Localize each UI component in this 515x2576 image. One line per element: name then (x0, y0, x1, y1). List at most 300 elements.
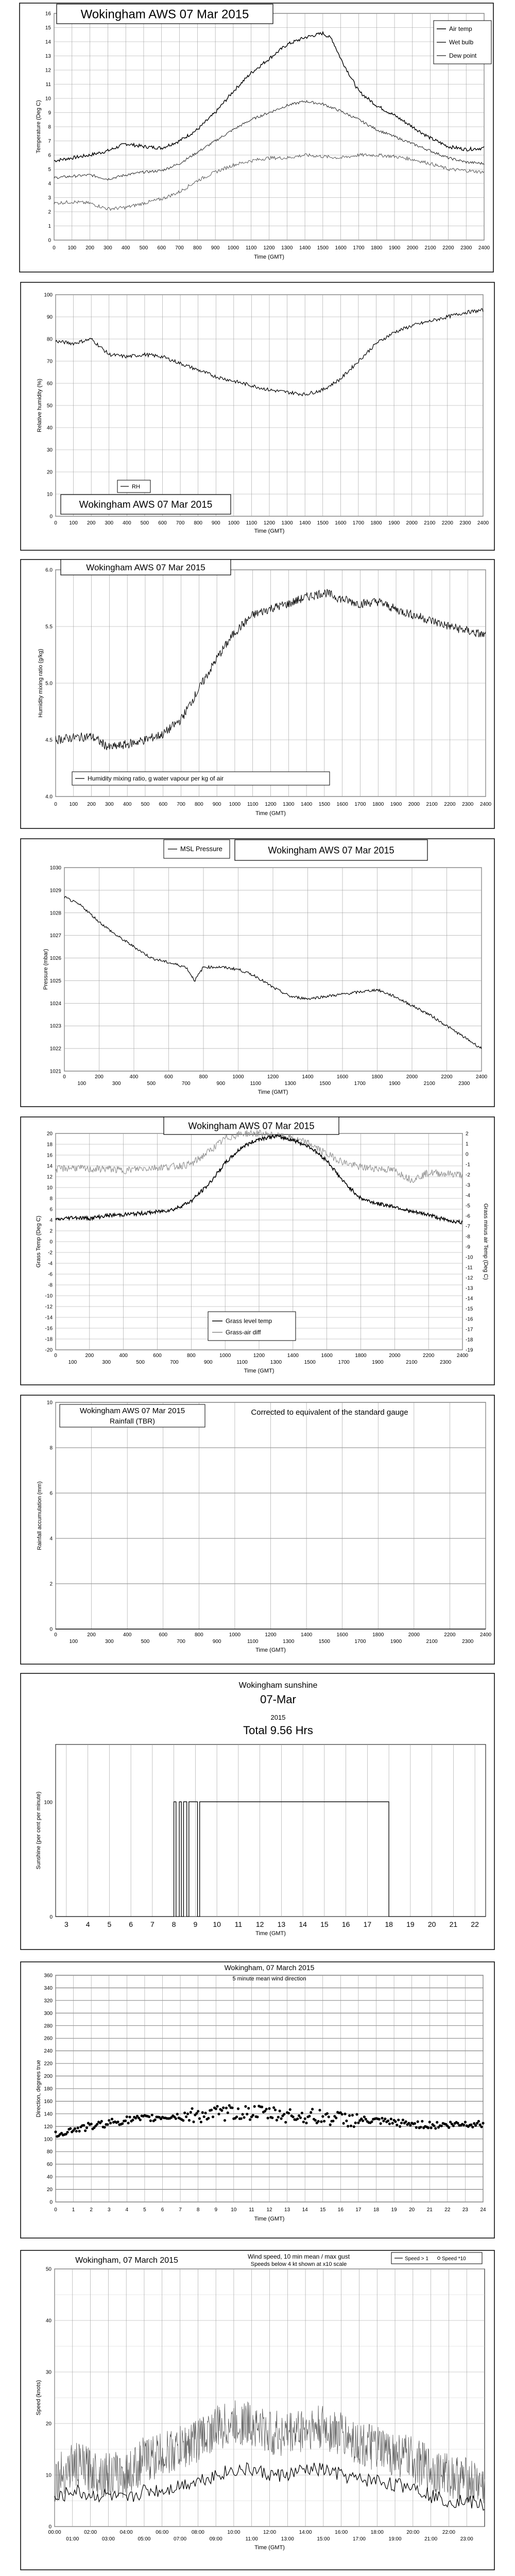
x-tick-label: 1000 (219, 1353, 231, 1359)
chart-note: Speeds below 4 kt shown at x10 scale (250, 2261, 347, 2267)
x-tick-label: 6 (161, 2207, 164, 2213)
x-tick-label: 1400 (299, 520, 311, 526)
wind-direction-point (433, 2125, 435, 2127)
wind-direction-point (381, 2117, 383, 2120)
x-tick-label: 800 (194, 802, 203, 807)
legend-label: Speed *10 (442, 2256, 466, 2262)
legend-label: MSL Pressure (180, 845, 222, 853)
x-tick-label: 14 (302, 2207, 308, 2213)
x-tick-label: 13 (277, 1920, 286, 1928)
x-tick-label: 01:00 (66, 2536, 79, 2542)
wind-direction-point (277, 2116, 280, 2119)
legend-label: RH (132, 484, 140, 490)
x-tick-label: 10 (213, 1920, 221, 1928)
chart-title: Wokingham AWS 07 Mar 2015 (79, 499, 213, 511)
x-tick-label: 2200 (442, 245, 454, 251)
y-tick-label: 1022 (49, 1046, 61, 1052)
y-axis-label: Direction, degrees true (36, 2060, 42, 2117)
x-axis-label: Time (GMT) (255, 1930, 286, 1937)
wind-direction-point (274, 2109, 277, 2111)
y-tick-label: 5 (48, 167, 51, 173)
wind-direction-point (210, 2109, 213, 2111)
x-tick-label: 700 (176, 520, 185, 526)
x-tick-label: 1300 (283, 802, 295, 807)
wind-direction-point (217, 2113, 220, 2115)
y-tick-label: 6 (49, 1490, 53, 1497)
wind-direction-point (261, 2106, 263, 2108)
x-tick-label: 23:00 (460, 2536, 473, 2542)
x-tick-label: 1500 (304, 1360, 316, 1365)
x-tick-label: 2100 (423, 1081, 435, 1087)
legend-label: Dew point (449, 52, 477, 59)
wind-direction-point (391, 2122, 394, 2125)
wind-direction-point (204, 2112, 207, 2114)
air-temperature-chart (0, 0, 515, 278)
wind-direction-point (235, 2115, 238, 2118)
x-tick-label: 23 (462, 2207, 468, 2213)
wind-direction-point (109, 2122, 112, 2124)
wind-direction-point (384, 2117, 386, 2120)
x-tick-label: 200 (87, 802, 96, 807)
y-tick-label: 10 (46, 1400, 53, 1406)
wind-direction-point (104, 2126, 106, 2128)
x-tick-label: 2400 (475, 1074, 488, 1080)
wind-direction-point (200, 2121, 202, 2123)
x-tick-label: 900 (211, 245, 220, 251)
x-tick-label: 100 (77, 1081, 87, 1087)
x-tick-label: 24 (480, 2207, 486, 2213)
y-tick-label: 16 (46, 1153, 53, 1159)
x-tick-label: 2100 (424, 245, 436, 251)
y-tick-label: 8 (48, 124, 51, 130)
x-tick-label: 13:00 (281, 2536, 294, 2542)
wind-direction-point (317, 2120, 320, 2123)
y-tick-label: 100 (44, 292, 53, 298)
x-tick-label: 400 (123, 802, 132, 807)
x-tick-label: 700 (177, 1639, 185, 1645)
x-tick-label: 100 (67, 245, 77, 251)
x-tick-label: 15 (320, 1920, 329, 1928)
x-tick-label: 20 (427, 1920, 436, 1928)
wind-direction-point (106, 2123, 109, 2126)
y-tick-label: 300 (44, 2010, 53, 2016)
y-tick-label: 0 (49, 1626, 53, 1633)
x-tick-label: 22:00 (442, 2530, 455, 2535)
x-tick-label: 1000 (232, 1074, 244, 1080)
wind-direction-point (448, 2126, 450, 2129)
y-tick-label-right: -4 (466, 1193, 470, 1199)
y-tick-label: 18 (46, 1142, 53, 1148)
x-tick-label: 400 (122, 520, 131, 526)
wind-direction-point (246, 2113, 248, 2115)
x-tick-label: 4 (85, 1920, 90, 1928)
x-tick-label: 04:00 (119, 2530, 133, 2535)
wind-direction-point (243, 2116, 245, 2119)
x-tick-label: 20 (409, 2207, 415, 2213)
wind-direction-point (464, 2121, 467, 2123)
x-tick-label: 1200 (265, 802, 277, 807)
wind-direction-point (96, 2123, 98, 2126)
y-tick-label: 20 (46, 469, 53, 476)
x-tick-label: 1200 (263, 245, 275, 251)
wind-direction-point (344, 2113, 346, 2115)
y-tick-label: 50 (45, 2266, 52, 2273)
wind-direction-point (353, 2125, 355, 2128)
wind-direction-point (342, 2122, 345, 2125)
x-tick-label: 03:00 (101, 2536, 115, 2542)
y-tick-label-right: -3 (466, 1182, 470, 1189)
y-tick-label: 3 (48, 195, 51, 201)
wind-direction-point (111, 2118, 113, 2121)
y-tick-label: 90 (46, 314, 53, 320)
x-tick-label: 700 (175, 245, 184, 251)
wind-direction-point (405, 2121, 407, 2123)
y-tick-label: 6.0 (45, 567, 53, 573)
x-tick-label: 1300 (281, 520, 293, 526)
y-tick-label: 60 (46, 381, 53, 387)
x-tick-label: 1600 (321, 1353, 333, 1359)
chart-title: Wokingham AWS 07 Mar 2015 (86, 562, 205, 572)
x-tick-label: 1500 (319, 1081, 331, 1087)
y-tick-label: 4 (48, 181, 51, 187)
x-tick-label: 1100 (247, 1639, 259, 1645)
wind-direction-point (129, 2116, 131, 2119)
chart-title: Wokingham sunshine (238, 1681, 318, 1690)
wind-direction-point (341, 2113, 344, 2115)
x-tick-label: 500 (147, 1081, 156, 1087)
x-tick-label: 600 (153, 1353, 162, 1359)
wind-direction-point (201, 2111, 204, 2114)
x-tick-label: 100 (69, 1639, 78, 1645)
x-tick-label: 900 (211, 520, 220, 526)
chart-title: Wokingham, 07 March 2015 (75, 2256, 178, 2265)
x-tick-label: 1800 (372, 1632, 384, 1638)
y-tick-label: 10 (46, 492, 53, 498)
y-axis-label-right: Grass minus air Temp (Deg C) (483, 1203, 489, 1280)
legend-label: Humidity mixing ratio, g water vapour per kg of air (88, 775, 224, 782)
wind-direction-point (323, 2120, 325, 2123)
y-tick-label: 1024 (49, 1001, 61, 1007)
y-tick-label: 2 (49, 1581, 53, 1587)
wind-direction-point (335, 2116, 337, 2119)
y-tick-label-right: -16 (466, 1316, 473, 1323)
x-tick-label: 1900 (390, 802, 402, 807)
x-tick-label: 2000 (406, 245, 418, 251)
x-tick-label: 1500 (318, 802, 330, 807)
x-tick-label: 2400 (479, 802, 492, 807)
x-tick-label: 500 (139, 245, 148, 251)
wind-direction-point (186, 2112, 189, 2115)
x-tick-label: 100 (68, 1360, 77, 1365)
x-tick-label: 900 (212, 1639, 221, 1645)
wind-direction-point (188, 2119, 191, 2122)
x-tick-label: 19 (406, 1920, 415, 1928)
wind-direction-point (474, 2124, 477, 2127)
wind-direction-point (242, 2113, 244, 2115)
wind-direction-point (151, 2114, 153, 2116)
wind-direction-point (279, 2110, 281, 2112)
wind-direction-point (477, 2120, 480, 2123)
wind-direction-point (434, 2127, 437, 2130)
x-tick-label: 2400 (478, 245, 490, 251)
x-tick-label: 0 (54, 802, 57, 807)
wind-direction-point (482, 2122, 484, 2125)
y-tick-label: 50 (46, 403, 53, 409)
y-tick-label: 320 (44, 1998, 53, 2004)
x-tick-label: 7 (150, 1920, 154, 1928)
x-tick-label: 500 (141, 802, 150, 807)
x-tick-label: 1800 (355, 1353, 367, 1359)
x-tick-label: 300 (105, 802, 114, 807)
x-tick-label: 1100 (247, 802, 259, 807)
rainfall-chart (0, 1391, 515, 1669)
x-tick-label: 1800 (371, 1074, 383, 1080)
y-tick-label: 60 (46, 2162, 53, 2168)
x-tick-label: 1100 (246, 520, 258, 526)
y-tick-label-right: 0 (466, 1151, 469, 1158)
x-tick-label: 2000 (389, 1353, 401, 1359)
wind-direction-point (121, 2122, 124, 2125)
x-tick-label: 600 (159, 802, 168, 807)
x-tick-label: 8 (171, 1920, 176, 1928)
x-tick-label: 19 (391, 2207, 397, 2213)
wind-direction-point (409, 2124, 411, 2127)
y-axis-label: Speed (knots) (36, 2380, 42, 2416)
wind-direction-point (69, 2127, 72, 2130)
y-tick-label-right: 2 (466, 1131, 469, 1137)
x-tick-label: 1200 (267, 1074, 279, 1080)
x-tick-label: 0 (53, 245, 56, 251)
y-tick-label-right: -17 (466, 1327, 473, 1333)
y-tick-label: -12 (45, 1304, 53, 1310)
y-tick-label-right: -18 (466, 1337, 473, 1343)
wind-direction-point (296, 2117, 299, 2120)
x-tick-label: 200 (85, 245, 94, 251)
x-tick-label: 1700 (354, 1639, 366, 1645)
x-axis-label: Time (GMT) (254, 2216, 285, 2222)
wind-direction-point (399, 2125, 401, 2128)
wind-direction-point (182, 2119, 184, 2122)
y-tick-label: 180 (44, 2086, 53, 2092)
wind-direction-point (207, 2117, 210, 2120)
chart-subtitle: Wind speed, 10 min mean / max gust (247, 2253, 350, 2260)
wind-direction-point (90, 2123, 93, 2125)
y-tick-label: 4 (49, 1217, 53, 1224)
y-tick-label: 12 (45, 67, 51, 74)
x-tick-label: 2100 (424, 520, 436, 526)
y-tick-label: 0 (49, 514, 53, 520)
x-tick-label: 900 (212, 802, 221, 807)
y-tick-label: 1030 (49, 865, 61, 871)
wind-direction-point (272, 2106, 275, 2109)
wind-direction-point (328, 2115, 330, 2118)
wind-direction-point (126, 2115, 128, 2118)
chart-subtitle: Rainfall (TBR) (110, 1417, 155, 1425)
x-tick-label: 1600 (336, 802, 348, 807)
wind-direction-point (131, 2119, 134, 2121)
wind-direction-point (197, 2110, 199, 2112)
y-tick-label-right: -10 (466, 1255, 473, 1261)
wind-direction-point (348, 2114, 351, 2117)
wind-direction-point (407, 2122, 410, 2125)
x-tick-label: 1500 (318, 1639, 330, 1645)
y-tick-label: 220 (44, 2061, 53, 2067)
wind-direction-point (402, 2119, 404, 2121)
x-axis-label: Time (GMT) (254, 528, 285, 534)
x-tick-label: 1100 (250, 1081, 262, 1087)
x-tick-label: 1400 (300, 802, 313, 807)
y-tick-label-right: -9 (466, 1244, 470, 1250)
wind-direction-point (247, 2107, 250, 2110)
wind-direction-point (75, 2130, 78, 2132)
x-tick-label: 1100 (236, 1360, 248, 1365)
wind-direction-point (148, 2115, 150, 2118)
y-tick-label: 10 (45, 96, 51, 102)
wind-direction-point (265, 2108, 268, 2110)
y-tick-label: -4 (48, 1261, 53, 1267)
wind-direction-point (362, 2120, 364, 2122)
wind-direction-point (452, 2125, 455, 2127)
x-tick-label: 10:00 (227, 2530, 241, 2535)
y-axis-label: Sunshine (per cent per minute) (36, 1791, 42, 1870)
wind-direction-point (212, 2115, 214, 2118)
x-tick-label: 0 (54, 2207, 57, 2213)
y-tick-label: 80 (46, 2149, 53, 2155)
wind-direction-point (198, 2117, 201, 2120)
y-tick-label: 8 (49, 1196, 53, 1202)
x-tick-label: 1200 (265, 1632, 277, 1638)
x-tick-label: 14 (299, 1920, 307, 1928)
x-tick-label: 200 (87, 520, 96, 526)
y-axis-label: Pressure (mbar) (43, 948, 49, 990)
y-tick-label: 20 (46, 2187, 53, 2193)
x-tick-label: 1400 (302, 1074, 314, 1080)
y-tick-label: 7 (48, 139, 51, 144)
x-tick-label: 17 (363, 1920, 372, 1928)
x-tick-label: 0 (54, 1632, 57, 1638)
wind-direction-point (357, 2122, 359, 2124)
x-tick-label: 1400 (287, 1353, 299, 1359)
y-tick-label-right: -7 (466, 1224, 470, 1230)
wind-direction-point (100, 2120, 103, 2123)
y-tick-label-right: -6 (466, 1213, 470, 1219)
x-tick-label: 9 (193, 1920, 198, 1928)
y-tick-label: 9 (48, 110, 51, 116)
x-tick-label: 700 (181, 1081, 191, 1087)
x-tick-label: 5 (107, 1920, 112, 1928)
y-tick-label-right: -8 (466, 1234, 470, 1240)
wind-direction-point (302, 2121, 305, 2123)
wind-direction-point (301, 2112, 303, 2114)
wind-direction-point (244, 2105, 247, 2108)
y-tick-label: 0 (49, 1239, 53, 1245)
wind-speed-chart (0, 2246, 515, 2576)
x-tick-label: 400 (119, 1353, 128, 1359)
y-tick-label: 0 (48, 238, 51, 244)
chart-title: Wokingham, 07 March 2015 (224, 1963, 315, 1972)
x-tick-label: 06:00 (156, 2530, 169, 2535)
x-tick-label: 17:00 (352, 2536, 366, 2542)
x-tick-label: 500 (141, 1639, 150, 1645)
wind-direction-point (289, 2108, 291, 2111)
x-tick-label: 2 (90, 2207, 93, 2213)
x-tick-label: 500 (140, 520, 149, 526)
x-tick-label: 1600 (336, 1632, 348, 1638)
wind-direction-point (394, 2120, 397, 2123)
x-tick-label: 2000 (406, 520, 418, 526)
wind-direction-point (84, 2129, 87, 2132)
x-tick-label: 7 (179, 2207, 182, 2213)
y-tick-label: 4 (49, 1536, 53, 1542)
y-tick-label: 80 (46, 336, 53, 343)
x-tick-label: 2200 (444, 1632, 456, 1638)
x-tick-label: 2200 (444, 802, 456, 807)
x-tick-label: 1900 (389, 1081, 401, 1087)
x-tick-label: 700 (170, 1360, 179, 1365)
x-tick-label: 1700 (354, 1081, 366, 1087)
x-tick-label: 0 (54, 1353, 57, 1359)
y-tick-label: 40 (46, 2174, 53, 2180)
wind-direction-point (271, 2116, 273, 2119)
x-tick-label: 5 (143, 2207, 146, 2213)
y-tick-label-right: -5 (466, 1203, 470, 1209)
y-tick-label: 15 (45, 25, 51, 31)
wind-direction-point (252, 2114, 254, 2116)
wind-direction-point (390, 2117, 392, 2120)
legend-label: Wet bulb (449, 39, 474, 46)
x-tick-label: 13 (284, 2207, 290, 2213)
wind-direction-point (428, 2121, 431, 2123)
chart-title: Wokingham AWS 07 Mar 2015 (188, 1121, 315, 1131)
y-axis-label: Humidity mixing ratio (g/kg) (38, 649, 44, 718)
wind-direction-point (440, 2125, 443, 2127)
y-tick-label: 1025 (49, 978, 61, 984)
x-tick-label: 300 (102, 1360, 111, 1365)
y-tick-label: -10 (45, 1293, 53, 1299)
wind-direction-point (276, 2119, 278, 2122)
x-tick-label: 1400 (299, 245, 311, 251)
wind-direction-point (215, 2108, 217, 2110)
y-tick-label-right: -19 (466, 1347, 473, 1353)
x-tick-label: 1700 (353, 245, 365, 251)
chart-total: Total 9.56 Hrs (243, 1724, 313, 1737)
x-axis-label: Time (GMT) (254, 2545, 285, 2551)
x-tick-label: 800 (194, 1632, 203, 1638)
wind-direction-point (414, 2122, 416, 2125)
x-tick-label: 15 (320, 2207, 326, 2213)
x-tick-label: 600 (164, 1074, 173, 1080)
x-tick-label: 200 (85, 1353, 94, 1359)
x-tick-label: 300 (105, 520, 114, 526)
wind-direction-point (267, 2117, 269, 2120)
y-axis-label: Rainfall accumulation (mm) (37, 1481, 43, 1550)
wind-direction-point (329, 2124, 332, 2126)
x-tick-label: 1 (72, 2207, 75, 2213)
x-tick-label: 1500 (317, 520, 329, 526)
wind-direction-point (471, 2126, 474, 2128)
x-tick-label: 10 (231, 2207, 237, 2213)
x-tick-label: 16 (337, 2207, 344, 2213)
x-tick-label: 2300 (439, 1360, 452, 1365)
wind-direction-point (417, 2121, 419, 2123)
y-tick-label: 340 (44, 1985, 53, 1991)
wind-direction-point (321, 2115, 324, 2117)
wind-direction-point (176, 2113, 179, 2115)
y-tick-label: -16 (45, 1326, 53, 1332)
y-tick-label: 30 (45, 2369, 52, 2376)
wind-direction-point (400, 2122, 403, 2124)
y-tick-label: -8 (48, 1282, 53, 1289)
